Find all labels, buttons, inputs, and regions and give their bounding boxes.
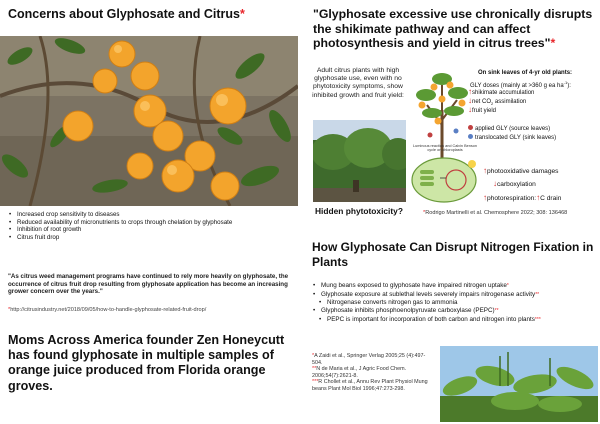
bullet-star: ** bbox=[535, 291, 540, 298]
list-item bbox=[17, 211, 297, 219]
left-title-star: * bbox=[239, 7, 245, 21]
citrus-tree-photo bbox=[313, 120, 406, 202]
bullet-text: Nitrogenase converts nitrogen gas to ammonia bbox=[327, 299, 458, 307]
bullet-text: Reduced availability of micronutrients to crops through chelation by glyphosate bbox=[17, 218, 233, 226]
photooxidative-text: photooxidative damages bbox=[487, 168, 559, 175]
arrow-up-icon: ↑ bbox=[483, 193, 487, 202]
arrow-down-icon: ↓ bbox=[493, 179, 497, 188]
martinelli-ref bbox=[423, 210, 567, 216]
list-item bbox=[327, 316, 600, 325]
list-item bbox=[321, 307, 600, 316]
bullet-text: Mung beans exposed to glyphosate have impaired nitrogen uptake bbox=[321, 282, 507, 289]
fruit-yield-row bbox=[468, 106, 496, 115]
bullet-text: Glyphosate inhibits phosphoenolpyruvate carboxylase (PEPC) bbox=[321, 307, 495, 315]
ref-star: ** bbox=[312, 366, 317, 373]
shikimate-text: shikimate accumulation bbox=[472, 90, 535, 96]
fruit-yield-text: fruit yield bbox=[472, 108, 497, 114]
bullet-star: *** bbox=[534, 316, 541, 323]
legend-applied bbox=[468, 125, 550, 133]
nitrogen-title: How Glyphosate Can Disrupt Nitrogen Fixation in Plants bbox=[312, 240, 594, 269]
source-url-star: * bbox=[8, 307, 11, 313]
list-item bbox=[321, 282, 600, 291]
hidden-phytotoxicity: Hidden phytotoxicity? bbox=[315, 206, 403, 216]
red-dot-icon bbox=[468, 125, 473, 130]
reference-item bbox=[312, 353, 432, 366]
adult-citrus-text: Adult citrus plants with high glyphosate use, even with no phytotoxicity symptoms, show inhibited growth and fruit yield: bbox=[312, 67, 404, 99]
photorespiration-row bbox=[483, 194, 561, 202]
left-title bbox=[8, 7, 245, 22]
sink-title: On sink leaves of 4-yr old plants: bbox=[478, 70, 573, 76]
source-url-text: http://citrusindustry.net/2018/09/05/how-to-handle-glyphosate-related-fruit-drop/ bbox=[10, 307, 207, 313]
gly-doses-sup: -1 bbox=[563, 80, 568, 85]
gly-doses-prefix: GLY doses (mainly at >360 g ea ha bbox=[470, 83, 564, 89]
blue-dot-icon bbox=[468, 134, 473, 139]
ref-text: R Chollet et al., Annu Rev Plant Physiol Mung beans Plant Mol Biol 1996;47:273-298. bbox=[312, 379, 428, 392]
bullet-star: * bbox=[506, 283, 509, 289]
photorespiration-text: photorespiration: bbox=[487, 195, 537, 202]
source-url bbox=[8, 307, 298, 313]
legend-translocated bbox=[468, 134, 556, 142]
gly-doses-suffix: ): bbox=[567, 83, 571, 89]
left-title-text: Concerns about Glyphosate and Citrus bbox=[8, 7, 240, 21]
mung-bean-plant-photo bbox=[440, 346, 598, 422]
carboxylation-row bbox=[493, 180, 536, 188]
list-item bbox=[17, 226, 297, 234]
reference-item bbox=[312, 379, 432, 392]
ref-star: *** bbox=[312, 379, 319, 386]
nitrogen-references bbox=[312, 353, 432, 393]
ref-text: N de Maria et al., J Agric Food Chem. 2006;54(7):2621-8. bbox=[312, 366, 407, 379]
photooxidative-row bbox=[483, 167, 558, 175]
arrow-down-icon: ↓ bbox=[468, 105, 472, 114]
bullet-text: Glyphosate exposure at sublethal levels severely impairs nitrogenase activity bbox=[321, 290, 536, 298]
legend-translocated-text: translocated GLY (sink leaves) bbox=[475, 135, 557, 141]
net-co2-suffix: assimilation bbox=[493, 99, 527, 105]
bullet-text: Inhibition of root growth bbox=[17, 226, 82, 234]
list-item bbox=[17, 219, 297, 227]
bullet-text: Increased crop sensitivity to diseases bbox=[17, 211, 120, 218]
arrow-up-icon: ↑ bbox=[536, 193, 541, 202]
c-drain-text: C drain bbox=[540, 195, 562, 202]
citrus-fruit-photo bbox=[0, 36, 298, 206]
list-item bbox=[321, 291, 600, 300]
luminous-label: Luminous reaction and Calvin Benson cycle on chloroplasts bbox=[413, 144, 477, 153]
list-item bbox=[17, 234, 297, 242]
carboxylation-text: carboxylation bbox=[497, 181, 536, 188]
chloroplast-diagram bbox=[410, 154, 478, 206]
martinelli-text: Rodrigo Martinelli et al. Chemosphere 2022; 308: 136468 bbox=[425, 210, 568, 216]
arrow-up-icon: ↑ bbox=[483, 166, 487, 175]
moms-statement: Moms Across America founder Zen Honeycutt has found glyphosate in multiple samples of orange juice produced from Florida orange groves. bbox=[8, 333, 285, 393]
ref-star: * bbox=[312, 353, 315, 359]
reference-item bbox=[312, 366, 432, 379]
citrus-quote: "As citrus weed management programs have continued to rely more heavily on glyphosate, the occurrence of citrus fruit drop resulting from glyphosate application has become an increasing grower concern over the years." bbox=[8, 273, 289, 296]
ref-text: A Zaidi et al., Springer Verlag 2005;25 (4):497-504. bbox=[312, 353, 426, 366]
shikimate-row bbox=[468, 88, 534, 97]
legend-applied-text: applied GLY (source leaves) bbox=[475, 126, 551, 132]
martinelli-star: * bbox=[423, 210, 426, 216]
net-co2-prefix: net CO bbox=[472, 99, 492, 105]
arrow-down-icon: ↓ bbox=[468, 96, 472, 105]
list-item bbox=[327, 299, 600, 307]
right-title bbox=[313, 7, 595, 51]
bullet-star: ** bbox=[494, 308, 499, 315]
net-co2-sub: 2 bbox=[491, 101, 494, 107]
right-title-star: * bbox=[550, 36, 556, 51]
arrow-up-icon: ↑ bbox=[468, 87, 472, 96]
right-title-text: "Glyphosate excessive use chronically disrupts the shikimate pathway and can affect photosynthesis and yield in citrus trees" bbox=[313, 7, 593, 51]
bullet-text: Citrus fruit drop bbox=[17, 233, 60, 241]
left-bullet-list bbox=[8, 211, 297, 241]
nitrogen-bullet-list bbox=[312, 282, 600, 325]
bullet-text: PEPC is important for incorporation of both carbon and nitrogen into plants bbox=[327, 315, 535, 323]
